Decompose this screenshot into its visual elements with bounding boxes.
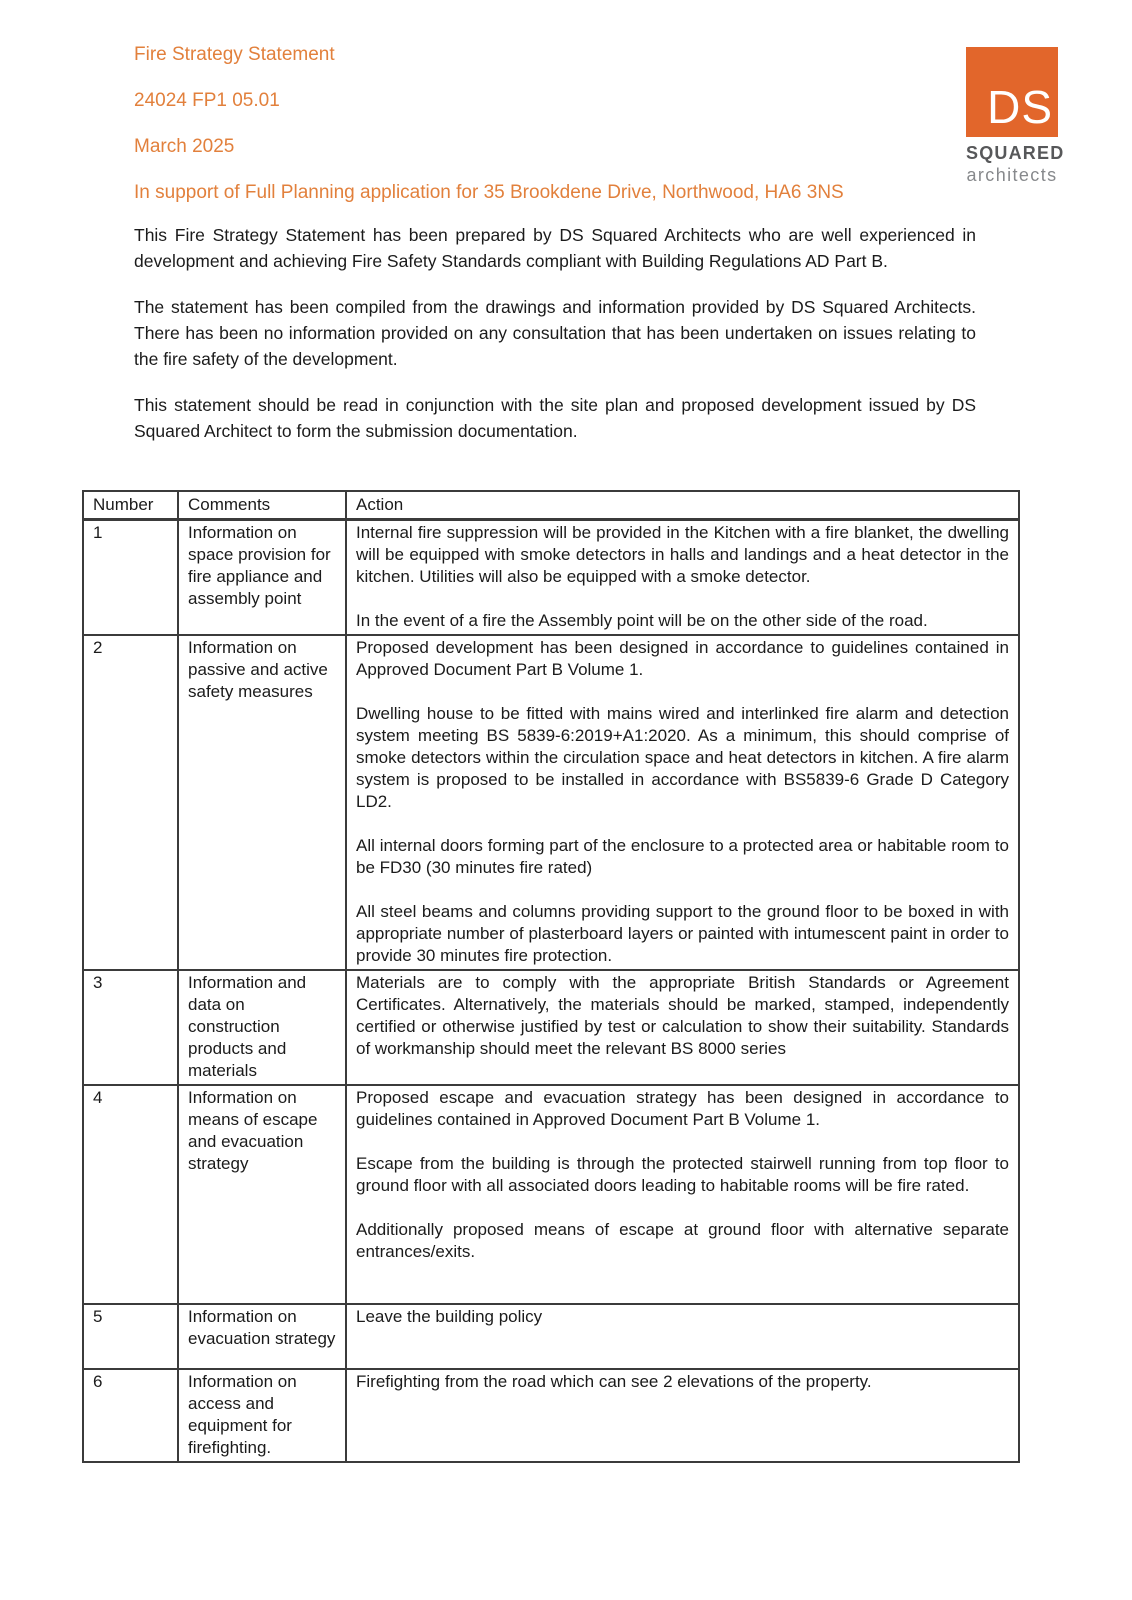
row-action-cell (346, 520, 1019, 636)
row-comments-cell: Information on passive and active safety measures (178, 635, 346, 970)
row-comments-cell: Information on access and equipment for firefighting. (178, 1369, 346, 1462)
intro-paragraph: This Fire Strategy Statement has been prepared by DS Squared Architects who are well experienced in development and achieving Fire Safety Standards compliant with Building Regulations AD Part B. (134, 225, 976, 271)
row-comments-cell: Information on evacuation strategy (178, 1304, 346, 1369)
company-logo (966, 47, 1065, 186)
row-action-cell (346, 1369, 1019, 1462)
document-header (134, 45, 934, 229)
table-row (83, 1085, 1019, 1304)
document-date: March 2025 (134, 136, 235, 157)
action-paragraph: In the event of a fire the Assembly point will be on the other side of the road. (356, 611, 928, 630)
table-row (83, 1369, 1019, 1462)
action-paragraph: Firefighting from the road which can see 2 elevations of the property. (356, 1372, 872, 1391)
row-comments-cell: Information and data on construction products and materials (178, 970, 346, 1085)
action-paragraph: Materials are to comply with the appropriate British Standards or Agreement Certificates. Alternatively, the materials should be marked, stamped, independently certified or otherwise justified by test or calculation to show their suitability. Standards of workmanship should meet the relevant BS 8000 series (356, 973, 1009, 1058)
column-header-comments: Comments (178, 491, 346, 520)
action-paragraph: Proposed escape and evacuation strategy has been designed in accordance to guidelines contained in Approved Document Part B Volume 1. (356, 1088, 1009, 1129)
table-body (83, 520, 1019, 1463)
logo-initials: DS (987, 81, 1053, 133)
fire-strategy-table (82, 490, 1020, 1463)
table-row (83, 970, 1019, 1085)
row-number-cell: 3 (83, 970, 178, 1085)
logo-mark (966, 47, 1058, 137)
intro-section (134, 222, 976, 464)
action-paragraph: Internal fire suppression will be provided in the Kitchen with a fire blanket, the dwelling will be equipped with smoke detectors in halls and landings and a heat detector in the kitchen. Utilities will also be equipped with a smoke detector. (356, 523, 1009, 586)
logo-company-name: SQUARED (966, 143, 1065, 163)
column-header-number: Number (83, 491, 178, 520)
row-comments-cell: Information on means of escape and evacuation strategy (178, 1085, 346, 1304)
logo-company-subname: architects (966, 165, 1058, 185)
table-row (83, 1304, 1019, 1369)
action-paragraph: All internal doors forming part of the enclosure to a protected area or habitable room to be FD30 (30 minutes fire rated) (356, 836, 1009, 877)
document-title: Fire Strategy Statement (134, 44, 335, 65)
row-number-cell: 2 (83, 635, 178, 970)
row-number-cell: 4 (83, 1085, 178, 1304)
row-comments-cell: Information on space provision for fire appliance and assembly point (178, 520, 346, 636)
action-paragraph: Dwelling house to be fitted with mains wired and interlinked fire alarm and detection system meeting BS 5839-6:2019+A1:2020. As a minimum, this should comprise of smoke detectors within the circulation space and heat detectors in kitchen. A fire alarm system is proposed to be installed in accordance with BS5839-6 Grade D Category LD2. (356, 704, 1009, 811)
action-paragraph: Escape from the building is through the protected stairwell running from top floor to ground floor with all associated doors leading to habitable rooms will be fire rated. (356, 1154, 1009, 1195)
row-number-cell: 1 (83, 520, 178, 636)
intro-paragraph: The statement has been compiled from the drawings and information provided by DS Squared Architects. There has been no information provided on any consultation that has been undertaken on issues relating to the fire safety of the development. (134, 297, 976, 369)
intro-paragraph: This statement should be read in conjunction with the site plan and proposed development issued by DS Squared Architect to form the submission documentation. (134, 395, 976, 441)
action-paragraph: Leave the building policy (356, 1307, 543, 1326)
row-action-cell (346, 970, 1019, 1085)
table-header-row (83, 491, 1019, 520)
action-paragraph: Proposed development has been designed in accordance to guidelines contained in Approved Document Part B Volume 1. (356, 638, 1009, 679)
row-number-cell: 6 (83, 1369, 178, 1462)
row-number-cell: 5 (83, 1304, 178, 1369)
table-row (83, 520, 1019, 636)
column-header-action: Action (346, 491, 1019, 520)
row-action-cell (346, 1085, 1019, 1304)
document-reference: 24024 FP1 05.01 (134, 90, 280, 111)
action-paragraph: Additionally proposed means of escape at ground floor with alternative separate entrances/exits. (356, 1220, 1009, 1261)
action-paragraph: All steel beams and columns providing support to the ground floor to be boxed in with appropriate number of plasterboard layers or painted with intumescent paint in order to provide 30 minutes fire protection. (356, 902, 1009, 965)
document-subject: In support of Full Planning application for 35 Brookdene Drive, Northwood, HA6 3NS (134, 182, 844, 203)
table-row (83, 635, 1019, 970)
row-action-cell (346, 1304, 1019, 1369)
row-action-cell (346, 635, 1019, 970)
